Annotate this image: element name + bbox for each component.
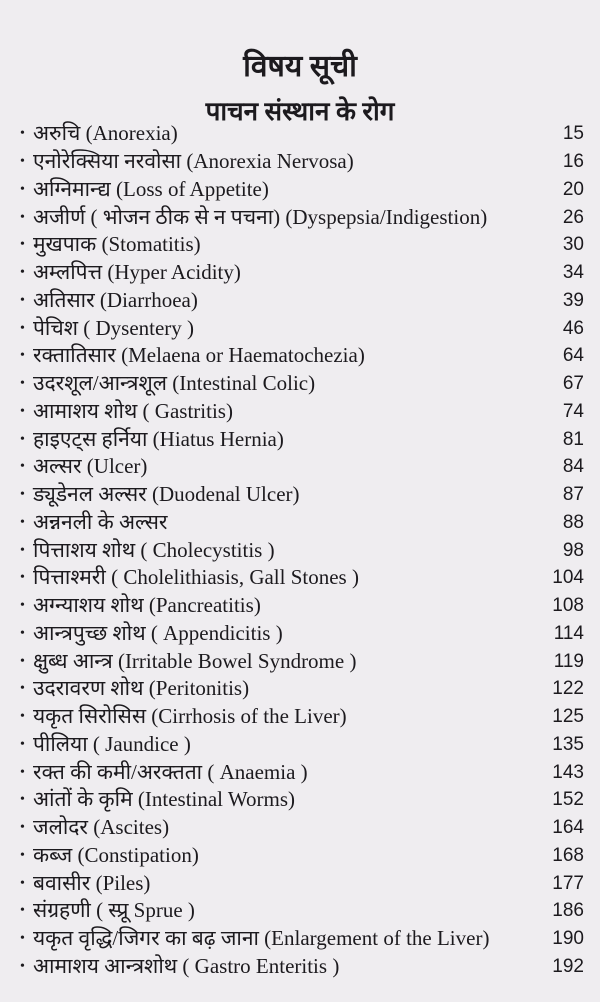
entry-title: ड्यूडेनल अल्सर (Duodenal Ulcer) [33, 482, 300, 507]
bullet-icon: • [20, 709, 25, 725]
entry-page-number: 114 [553, 622, 584, 644]
toc-entry [20, 758, 584, 786]
toc-entry [20, 425, 584, 453]
toc-entry [20, 453, 584, 481]
entry-title: उदरावरण शोथ (Peritonitis) [33, 676, 250, 701]
toc-entry [20, 869, 584, 897]
bullet-icon: • [20, 847, 25, 863]
entry-page-number: 81 [562, 428, 584, 450]
entry-title: यकृत वृद्धि/जिगर का बढ़ जाना (Enlargement of the Liver) [33, 926, 490, 951]
entry-page-number: 67 [562, 373, 584, 395]
toc-entry [20, 287, 584, 315]
bullet-icon: • [20, 348, 25, 364]
bullet-icon: • [20, 764, 25, 780]
toc-entry [20, 536, 584, 564]
bullet-icon: • [20, 237, 25, 253]
bullet-icon: • [20, 792, 25, 808]
entry-page-number: 30 [562, 234, 584, 256]
entry-page-number: 108 [552, 595, 584, 617]
entry-page-number: 16 [562, 151, 584, 173]
bullet-icon: • [20, 431, 25, 447]
entry-page-number: 122 [552, 678, 584, 700]
entry-page-number: 190 [552, 928, 584, 950]
entry-title: अन्ननली के अल्सर [33, 509, 168, 534]
entry-page-number: 34 [562, 262, 584, 284]
entry-page-number: 64 [562, 345, 584, 367]
entry-page-number: 168 [552, 844, 584, 866]
bullet-icon: • [20, 209, 25, 225]
entry-page-number: 135 [552, 733, 584, 755]
entry-page-number: 186 [552, 900, 584, 922]
entry-title: आमाशय आन्त्रशोथ ( Gastro Enteritis ) [33, 953, 340, 978]
toc-entry [20, 647, 584, 675]
toc-entry [20, 314, 584, 342]
toc-entry [20, 342, 584, 370]
bullet-icon: • [20, 126, 25, 142]
entry-title: पित्ताशय शोथ ( Cholecystitis ) [33, 537, 275, 562]
entry-page-number: 119 [553, 650, 584, 672]
bullet-icon: • [20, 570, 25, 586]
bullet-icon: • [20, 403, 25, 419]
bullet-icon: • [20, 736, 25, 752]
entry-title: रक्तातिसार (Melaena or Haematochezia) [33, 343, 365, 368]
entry-title: हाइएट्स हर्निया (Hiatus Hernia) [33, 426, 284, 451]
toc-entry [20, 953, 584, 981]
bullet-icon: • [20, 653, 25, 669]
bullet-icon: • [20, 320, 25, 336]
entry-page-number: 152 [552, 789, 584, 811]
entry-title: एनोरेक्सिया नरवोसा (Anorexia Nervosa) [33, 149, 354, 174]
entry-page-number: 143 [552, 761, 584, 783]
bullet-icon: • [20, 903, 25, 919]
toc-entry [20, 481, 584, 509]
bullet-icon: • [20, 681, 25, 697]
entry-page-number: 192 [552, 955, 584, 977]
toc-entry [20, 203, 584, 231]
entry-page-number: 26 [562, 206, 584, 228]
entry-page-number: 84 [562, 456, 584, 478]
entry-title: पेचिश ( Dysentery ) [33, 315, 195, 340]
page-title: विषय सूची [243, 50, 357, 83]
toc-entry [20, 675, 584, 703]
bullet-icon: • [20, 487, 25, 503]
entry-title: आमाशय शोथ ( Gastritis) [33, 398, 233, 423]
entry-title: पित्ताश्मरी ( Cholelithiasis, Gall Stones ) [33, 565, 359, 590]
entry-title: मुखपाक (Stomatitis) [33, 232, 201, 257]
entry-page-number: 20 [562, 178, 584, 200]
toc-entry [20, 509, 584, 537]
entry-title: अल्सर (Ulcer) [33, 454, 148, 479]
entry-title: अरुचि (Anorexia) [33, 121, 178, 146]
entry-page-number: 39 [562, 289, 584, 311]
toc-entry [20, 370, 584, 398]
entry-title: आंतों के कृमि (Intestinal Worms) [33, 787, 296, 812]
entry-title: उदरशूल/आन्त्रशूल (Intestinal Colic) [33, 371, 316, 396]
entry-title: रक्त की कमी/अरक्तता ( Anaemia ) [33, 759, 308, 784]
toc-entry [20, 176, 584, 204]
entry-page-number: 15 [562, 123, 584, 145]
entry-title: अग्निमान्द्य (Loss of Appetite) [33, 176, 269, 201]
toc-entry [20, 842, 584, 870]
bullet-icon: • [20, 376, 25, 392]
entry-page-number: 88 [562, 511, 584, 533]
bullet-icon: • [20, 459, 25, 475]
toc-entry [20, 259, 584, 287]
entry-title: कब्ज (Constipation) [33, 842, 199, 867]
toc-entry [20, 703, 584, 731]
toc-entry [20, 398, 584, 426]
bullet-icon: • [20, 542, 25, 558]
entry-page-number: 125 [552, 706, 584, 728]
bullet-icon: • [20, 875, 25, 891]
toc-entry [20, 786, 584, 814]
toc-entry [20, 814, 584, 842]
bullet-icon: • [20, 625, 25, 641]
entry-title: अग्न्याशय शोथ (Pancreatitis) [33, 593, 261, 618]
entry-page-number: 177 [552, 872, 584, 894]
entry-title: अतिसार (Diarrhoea) [33, 287, 198, 312]
toc-entry [20, 564, 584, 592]
entry-title: आन्त्रपुच्छ शोथ ( Appendicitis ) [33, 620, 283, 645]
entry-title: संग्रहणी ( स्प्रू Sprue ) [33, 898, 195, 923]
entry-page-number: 164 [552, 817, 584, 839]
toc-entry [20, 620, 584, 648]
toc-entry [20, 925, 584, 953]
bullet-icon: • [20, 265, 25, 281]
bullet-icon: • [20, 598, 25, 614]
bullet-icon: • [20, 820, 25, 836]
toc-entry [20, 592, 584, 620]
toc-entry [20, 231, 584, 259]
toc-entry [20, 731, 584, 759]
entry-title: यकृत सिरोसिस (Cirrhosis of the Liver) [33, 704, 347, 729]
entry-page-number: 98 [562, 539, 584, 561]
entry-title: क्षुब्ध आन्त्र (Irritable Bowel Syndrome ) [33, 648, 357, 673]
section-heading: पाचन संस्थान के रोग [205, 97, 395, 126]
entry-title: पीलिया ( Jaundice ) [33, 731, 191, 756]
toc-entry [20, 148, 584, 176]
bullet-icon: • [20, 514, 25, 530]
table-of-contents [20, 120, 584, 980]
entry-page-number: 87 [562, 484, 584, 506]
entry-title: अम्लपित्त (Hyper Acidity) [33, 260, 241, 285]
toc-entry [20, 897, 584, 925]
entry-page-number: 74 [562, 400, 584, 422]
entry-title: बवासीर (Piles) [33, 870, 151, 895]
entry-page-number: 46 [562, 317, 584, 339]
bullet-icon: • [20, 154, 25, 170]
bullet-icon: • [20, 958, 25, 974]
entry-title: जलोदर (Ascites) [33, 815, 170, 840]
toc-entry [20, 120, 584, 148]
bullet-icon: • [20, 292, 25, 308]
bullet-icon: • [20, 181, 25, 197]
entry-title: अजीर्ण ( भोजन ठीक से न पचना) (Dyspepsia/Indigestion) [33, 204, 488, 229]
entry-page-number: 104 [552, 567, 584, 589]
bullet-icon: • [20, 931, 25, 947]
